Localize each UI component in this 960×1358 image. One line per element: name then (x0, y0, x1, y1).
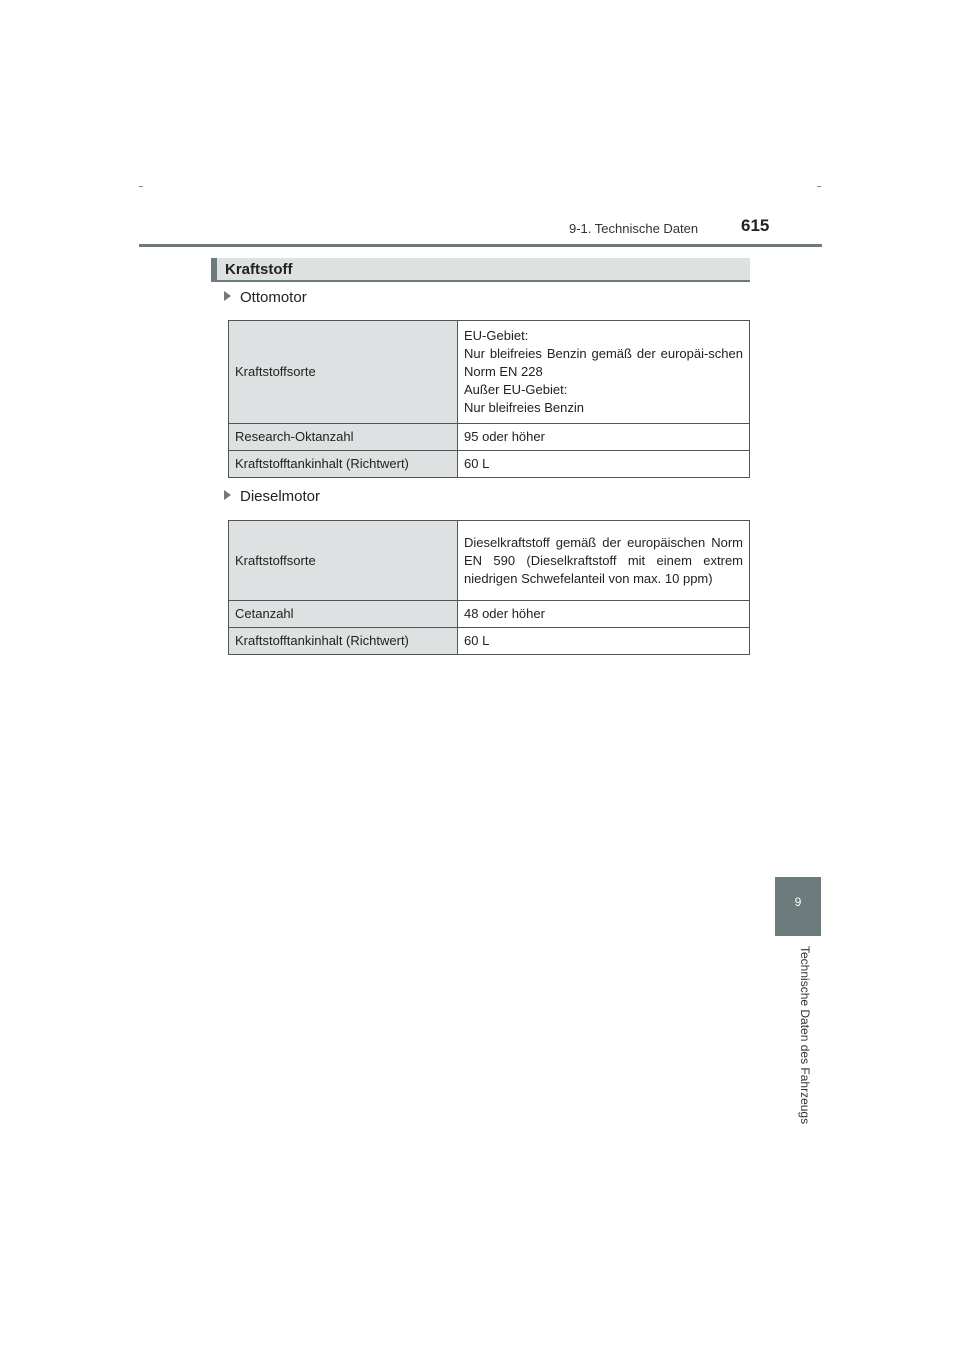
value-line: Nur bleifreies Benzin gemäß der europäi-schen Norm EN 228 (464, 346, 743, 379)
chapter-label: Technische Daten des Fahrzeugs (798, 946, 812, 1125)
section-heading-bar (211, 258, 750, 282)
chapter-number: 9 (794, 895, 802, 909)
triangle-bullet-icon (224, 490, 231, 500)
subheading-petrol (224, 289, 307, 306)
table-row (229, 601, 750, 628)
triangle-bullet-icon (224, 291, 231, 301)
row-value: 95 oder höher (458, 424, 750, 451)
table-row (229, 521, 750, 601)
page-number: 615 (741, 216, 770, 235)
row-label: Kraftstoffsorte (229, 521, 458, 601)
row-label: Kraftstoffsorte (229, 321, 458, 424)
table-row (229, 451, 750, 478)
header-section-title: 9-1. Technische Daten (569, 221, 699, 236)
crop-mark-right (817, 186, 821, 187)
row-value: 60 L (458, 628, 750, 655)
table-row (229, 321, 750, 424)
section-title: Kraftstoff (225, 261, 293, 278)
subheading-diesel-label: Dieselmotor (240, 488, 321, 505)
diesel-spec-table (228, 520, 750, 655)
value-line: EU-Gebiet: (464, 328, 529, 343)
section-marker (211, 258, 217, 282)
row-label: Kraftstofftankinhalt (Richtwert) (229, 628, 458, 655)
row-label: Kraftstofftankinhalt (Richtwert) (229, 451, 458, 478)
row-value: 48 oder höher (458, 601, 750, 628)
subheading-petrol-label: Ottomotor (240, 289, 307, 306)
crop-mark-left (139, 186, 143, 187)
row-value: 60 L (458, 451, 750, 478)
row-value (458, 321, 750, 424)
header-rule (139, 244, 822, 247)
table-row (229, 628, 750, 655)
subheading-diesel (224, 488, 320, 505)
petrol-spec-table (228, 320, 750, 478)
value-line: Außer EU-Gebiet: (464, 382, 568, 397)
row-label: Cetanzahl (229, 601, 458, 628)
table-row (229, 424, 750, 451)
row-label: Research-Oktanzahl (229, 424, 458, 451)
chapter-tab (775, 877, 821, 936)
row-value: Dieselkraftstoff gemäß der europäischen Norm EN 590 (Dieselkraftstoff mit einem extrem niedrigen Schwefelanteil von max. 10 ppm) (458, 521, 750, 601)
value-line: Nur bleifreies Benzin (464, 400, 584, 415)
